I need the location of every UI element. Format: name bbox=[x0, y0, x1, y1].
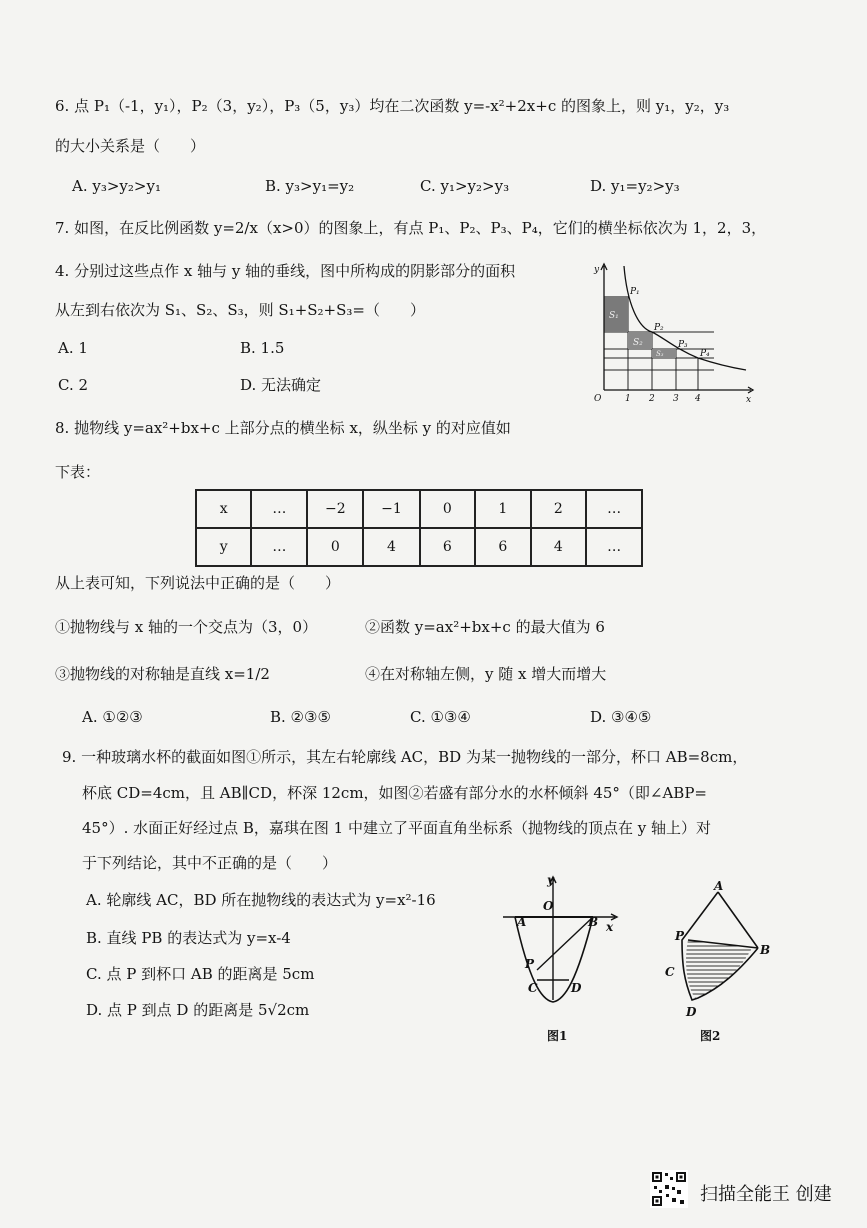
qr-code-icon bbox=[650, 1170, 688, 1208]
q9-option-a: A. 轮廓线 AC，BD 所在抛物线的表达式为 y=x²-16 bbox=[86, 891, 436, 909]
q6-stem-line1: 6. 点 P₁（-1，y₁），P₂（3，y₂），P₃（5，y₃）均在二次函数 y=-x²+2x+c 的图象上，则 y₁，y₂，y₃ bbox=[55, 97, 730, 115]
graph-axis-y-label: y bbox=[594, 265, 600, 275]
table-cell: 6 bbox=[420, 528, 476, 566]
q6-option-a: A. y₃>y₂>y₁ bbox=[72, 177, 161, 195]
graph-region-s3-label: S₃ bbox=[656, 350, 664, 358]
graph-origin-label: O bbox=[594, 394, 602, 404]
q9-stem-line1: 9. 一种玻璃水杯的截面如图①所示，其左右轮廓线 AC，BD 为某一抛物线的一部分，杯口 AB=8cm， bbox=[62, 748, 748, 766]
fig1-y-label: y bbox=[547, 873, 554, 887]
q8-option-a: A. ①②③ bbox=[82, 708, 143, 726]
graph-region-s2-label: S₂ bbox=[633, 338, 643, 348]
graph-axis-x-label: x bbox=[746, 395, 752, 405]
table-cell: … bbox=[251, 528, 307, 566]
q9-option-c: C. 点 P 到杯口 AB 的距离是 5cm bbox=[86, 965, 315, 983]
table-cell: … bbox=[251, 490, 307, 528]
graph-point-p2: P₂ bbox=[654, 323, 664, 333]
table-cell: 0 bbox=[307, 528, 363, 566]
fig1-caption: 图1 bbox=[547, 1029, 568, 1043]
q7-stem-line1: 7. 如图，在反比例函数 y=2/x（x>0）的图象上，有点 P₁、P₂、P₃、P₄，它们的横坐标依次为 1，2，3， bbox=[55, 219, 767, 237]
table-cell: −1 bbox=[363, 490, 419, 528]
fig1-p-label: P bbox=[525, 957, 535, 971]
q8-statement-4: ④在对称轴左侧，y 随 x 增大而增大 bbox=[365, 665, 607, 683]
fig1-a-label: A bbox=[517, 915, 527, 929]
fig1-o-label: O bbox=[543, 899, 554, 913]
table-row-y bbox=[196, 528, 642, 566]
q6-option-b: B. y₃>y₁=y₂ bbox=[265, 177, 355, 195]
q6-option-d: D. y₁=y₂>y₃ bbox=[590, 177, 680, 195]
table-cell: 6 bbox=[475, 528, 531, 566]
table-cell: −2 bbox=[307, 490, 363, 528]
fig2-caption: 图2 bbox=[700, 1029, 721, 1043]
fig1-d-label: D bbox=[571, 981, 582, 995]
q9-stem-line3: 45°）. 水面正好经过点 B，嘉琪在图 1 中建立了平面直角坐标系（抛物线的顶点在 y 轴上）对 bbox=[82, 819, 712, 837]
watermark-text: 扫描全能王 创建 bbox=[700, 1184, 832, 1205]
table-cell: 0 bbox=[420, 490, 476, 528]
q7-option-a: A. 1 bbox=[58, 339, 88, 357]
fig2-b-label: B bbox=[760, 943, 771, 957]
q7-stem-line2: 4. 分别过这些点作 x 轴与 y 轴的垂线，图中所构成的阴影部分的面积 bbox=[55, 262, 516, 280]
table-cell: 2 bbox=[531, 490, 587, 528]
scanner-watermark bbox=[650, 1170, 860, 1210]
fig2-p-label: P bbox=[675, 929, 685, 943]
q8-statement-2: ②函数 y=ax²+bx+c 的最大值为 6 bbox=[365, 618, 605, 636]
q8-prompt: 从上表可知，下列说法中正确的是（ ） bbox=[55, 574, 341, 592]
graph-region-s1-label: S₁ bbox=[609, 311, 619, 321]
table-cell: x bbox=[196, 490, 251, 528]
water-region bbox=[686, 940, 752, 998]
table-cell: 4 bbox=[531, 528, 587, 566]
q8-option-b: B. ②③⑤ bbox=[270, 708, 331, 726]
graph-point-p3: P₃ bbox=[678, 340, 688, 350]
graph-tick-2: 2 bbox=[649, 394, 655, 404]
graph-tick-3: 3 bbox=[673, 394, 679, 404]
q8-statement-3: ③抛物线的对称轴是直线 x=1/2 bbox=[55, 665, 270, 683]
fig1-x-label: x bbox=[606, 920, 614, 934]
table-row-x bbox=[196, 490, 642, 528]
q9-figure-1 bbox=[495, 870, 630, 1045]
q7-option-c: C. 2 bbox=[58, 376, 89, 394]
q9-stem-line2: 杯底 CD=4cm，且 AB∥CD，杯深 12cm，如图②若盛有部分水的水杯倾斜 45°（即∠ABP= bbox=[82, 784, 707, 802]
q8-statement-1: ①抛物线与 x 轴的一个交点为（3，0） bbox=[55, 618, 318, 636]
q8-stem-line1: 8. 抛物线 y=ax²+bx+c 上部分点的横坐标 x，纵坐标 y 的对应值如 bbox=[55, 419, 511, 437]
table-cell: y bbox=[196, 528, 251, 566]
fig2-c-label: C bbox=[665, 965, 675, 979]
graph-tick-4: 4 bbox=[695, 394, 701, 404]
q7-hyperbola-graph bbox=[586, 258, 756, 408]
hyperbola-curve bbox=[624, 266, 746, 370]
graph-point-p4: P₄ bbox=[700, 349, 710, 359]
q9-option-d: D. 点 P 到点 D 的距离是 5√2cm bbox=[86, 1001, 310, 1019]
table-cell: … bbox=[586, 528, 642, 566]
q7-option-d: D. 无法确定 bbox=[240, 376, 322, 394]
q9-stem-line4: 于下列结论，其中不正确的是（ ） bbox=[82, 854, 338, 872]
q6-stem-line2: 的大小关系是（ ） bbox=[55, 137, 206, 155]
table-cell: 4 bbox=[363, 528, 419, 566]
table-cell: 1 bbox=[475, 490, 531, 528]
q7-stem-line3: 从左到右依次为 S₁、S₂、S₃，则 S₁+S₂+S₃=（ ） bbox=[55, 301, 425, 319]
q6-option-c: C. y₁>y₂>y₃ bbox=[420, 177, 510, 195]
q8-option-d: D. ③④⑤ bbox=[590, 708, 652, 726]
q8-stem-line2: 下表： bbox=[55, 463, 101, 481]
fig2-d-label: D bbox=[686, 1005, 697, 1019]
graph-point-p1: P₁ bbox=[630, 287, 640, 297]
q9-figure-2 bbox=[660, 880, 780, 1045]
fig1-b-label: B bbox=[588, 915, 599, 929]
fig2-a-label: A bbox=[714, 880, 724, 893]
q7-option-b: B. 1.5 bbox=[240, 339, 285, 357]
table-cell: … bbox=[586, 490, 642, 528]
q8-value-table bbox=[195, 489, 643, 567]
q9-option-b: B. 直线 PB 的表达式为 y=x-4 bbox=[86, 929, 291, 947]
q8-option-c: C. ①③④ bbox=[410, 708, 471, 726]
graph-tick-1: 1 bbox=[625, 394, 631, 404]
fig1-c-label: C bbox=[528, 981, 538, 995]
